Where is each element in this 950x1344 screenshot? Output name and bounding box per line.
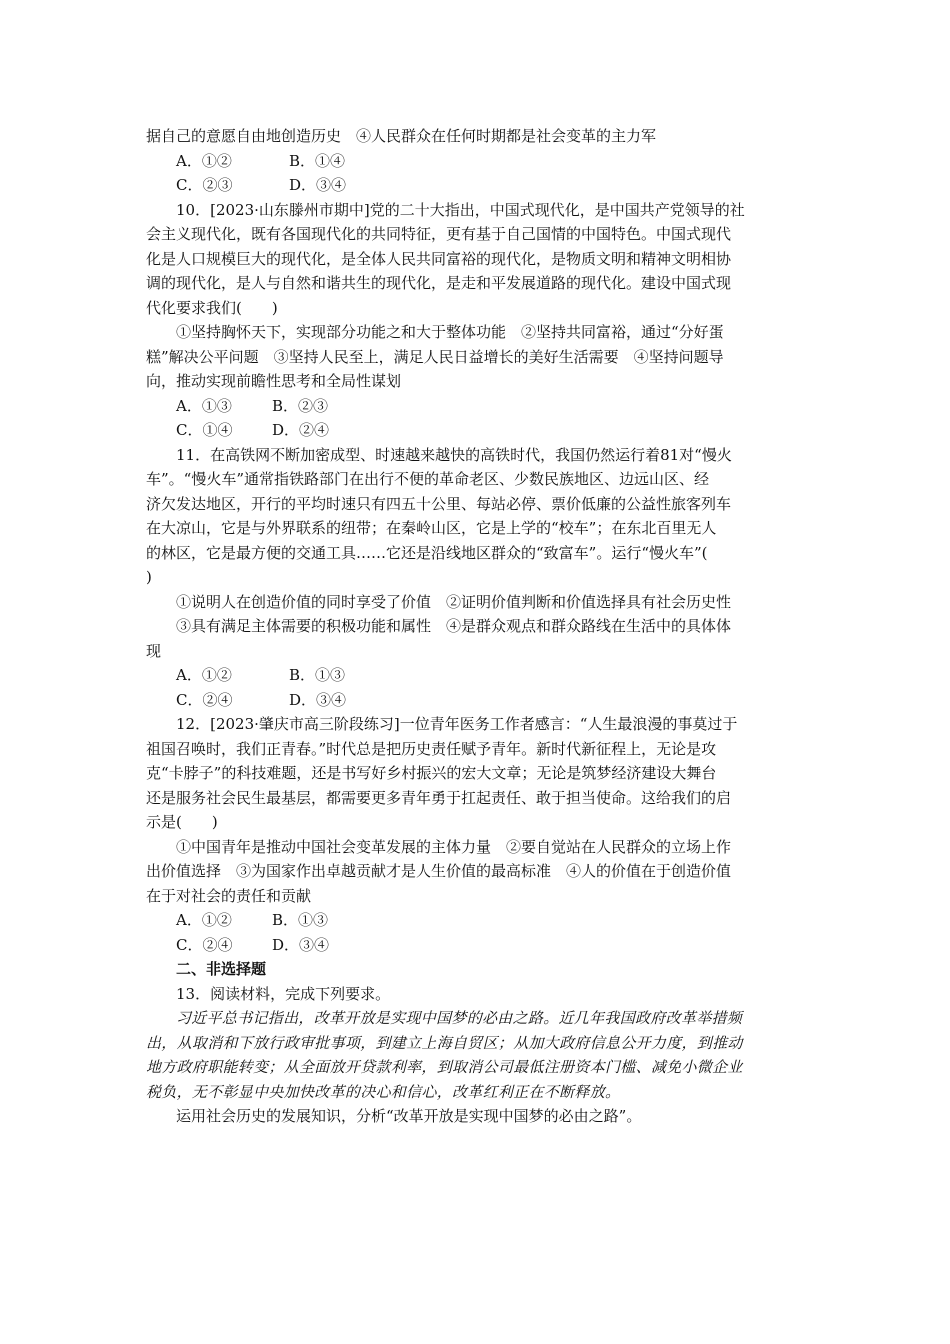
q11-stem-line: 车”。“慢火车”通常指铁路部门在出行不便的革命老区、少数民族地区、边远山区、经: [146, 470, 710, 488]
q11-stem-line: ): [146, 568, 152, 586]
q12-stem-line: 示是( ): [146, 813, 218, 831]
q12-option-c[interactable]: C．②④: [176, 935, 233, 954]
worksheet-page: [146, 124, 808, 1129]
q10-stem-line: 代化要求我们( ): [146, 298, 278, 317]
q11-options-row-2: [146, 688, 808, 713]
q11-stem-line: 济欠发达地区，开行的平均时速只有四五十公里、每站必停、票价低廉的公益性旅客列车: [146, 494, 732, 513]
q12-option-b[interactable]: B．①③: [272, 911, 329, 929]
q13-intro: 13．阅读材料，完成下列要求。: [176, 984, 391, 1003]
q13-material-line: 出，从取消和下放行政审批事项，到建立上海自贸区；从加大政府信息公开力度，到推动: [146, 1033, 743, 1052]
q9-options-row-1: [146, 149, 808, 174]
section-heading: 二、非选择题: [176, 960, 267, 978]
q12-options-row-1: [146, 908, 808, 933]
q12-options-row-2: [146, 933, 808, 958]
q9-options-row-2: [146, 173, 808, 198]
q9-option-d[interactable]: D．③④: [289, 176, 347, 194]
q10-option-a[interactable]: A．①③: [176, 396, 232, 415]
q10-statement-line: 糕”解决公平问题 ③坚持人民至上，满足人民日益增长的美好生活需要 ④坚持问题导: [146, 347, 724, 366]
q11-stem-line: 11．在高铁网不断加密成型、时速越来越快的高铁时代，我国仍然运行着81对“慢火: [176, 445, 732, 464]
q11-option-d[interactable]: D．③④: [289, 690, 347, 709]
q10-statement-line: 向，推动实现前瞻性思考和全局性谋划: [146, 372, 402, 390]
q11-option-b[interactable]: B．①③: [289, 666, 346, 684]
q10-stem-line: 会主义现代化，既有各国现代化的共同特征，更有基于自己国情的中国特色。中国式现代: [146, 225, 732, 243]
q10-stem-line: 化是人口规模巨大的现代化，是全体人民共同富裕的现代化，是物质文明和精神文明相协: [146, 249, 732, 268]
q9-option-a[interactable]: A．①②: [176, 151, 232, 170]
q13-material-line: 习近平总书记指出，改革开放是实现中国梦的必由之路。近几年我国政府改革举措频: [176, 1009, 743, 1027]
q12-statement-line: 在于对社会的责任和贡献: [146, 886, 312, 905]
q11-option-c[interactable]: C．②④: [176, 690, 233, 709]
q12-statement-line: ①中国青年是推动中国社会变革发展的主体力量 ②要自觉站在人民群众的立场上作: [176, 837, 732, 856]
q10-option-d[interactable]: D．②④: [272, 421, 330, 439]
q11-statement-line: ①说明人在创造价值的同时享受了价值 ②证明价值判断和价值选择具有社会历史性: [176, 592, 732, 611]
q11-stem-line: 在大凉山，它是与外界联系的纽带；在秦岭山区，它是上学的“校车”；在东北百里无人: [146, 519, 717, 537]
q10-options-row-1: [146, 394, 808, 419]
q10-stem-line: 10．[2023·山东滕州市期中]党的二十大指出，中国式现代化，是中国共产党领导的社: [176, 200, 745, 219]
q12-statement-line: 出价值选择 ③为国家作出卓越贡献才是人生价值的最高标准 ④人的价值在于创造价值: [146, 862, 732, 880]
q13-material-line: 地方政府职能转变；从全面放开贷款利率，到取消公司最低注册资本门槛、减免小微企业: [146, 1058, 743, 1076]
q11-stem-line: 的林区，它是最方便的交通工具……它还是沿线地区群众的“致富车”。运行“慢火车”(: [146, 543, 708, 562]
q11-statement-line: ③具有满足主体需要的积极功能和属性 ④是群众观点和群众路线在生活中的具体体: [176, 617, 732, 635]
q12-stem-line: 还是服务社会民生最基层，都需要更多青年勇于扛起责任、敢于担当使命。这给我们的启: [146, 788, 732, 807]
q12-option-d[interactable]: D．③④: [272, 935, 330, 954]
q12-option-a[interactable]: A．①②: [176, 911, 232, 929]
q9-option-b[interactable]: B．①④: [289, 151, 346, 170]
q9-tail-text: 据自己的意愿自由地创造历史 ④人民群众在任何时期都是社会变革的主力军: [146, 127, 657, 145]
q13-material-line: 税负，无不彰显中央加快改革的决心和信心，改革红利正在不断释放。: [146, 1082, 621, 1101]
q11-options-row-1: [146, 663, 808, 688]
q10-options-row-2: [146, 418, 808, 443]
q10-option-c[interactable]: C．①④: [176, 421, 233, 439]
q12-stem-line: 克“卡脖子”的科技难题，还是书写好乡村振兴的宏大文章；无论是筑梦经济建设大舞台: [146, 764, 717, 782]
q10-statement-line: ①坚持胸怀天下，实现部分功能之和大于整体功能 ②坚持共同富裕，通过“分好蛋: [176, 323, 724, 341]
q12-stem-line: 祖国召唤时，我们正青春。”时代总是把历史责任赋予青年。新时代新征程上，无论是攻: [146, 739, 717, 758]
q13-task: 运用社会历史的发展知识，分析“改革开放是实现中国梦的必由之路”。: [176, 1107, 642, 1125]
q10-option-b[interactable]: B．②③: [272, 396, 329, 415]
q11-statement-line: 现: [146, 641, 162, 660]
q10-stem-line: 调的现代化，是人与自然和谐共生的现代化，是走和平发展道路的现代化。建设中国式现: [146, 274, 732, 292]
q12-stem-line: 12．[2023·肇庆市高三阶段练习]一位青年医务工作者感言：“人生最浪漫的事莫过于: [176, 715, 738, 733]
q11-option-a[interactable]: A．①②: [176, 666, 232, 684]
q9-option-c[interactable]: C．②③: [176, 176, 233, 194]
